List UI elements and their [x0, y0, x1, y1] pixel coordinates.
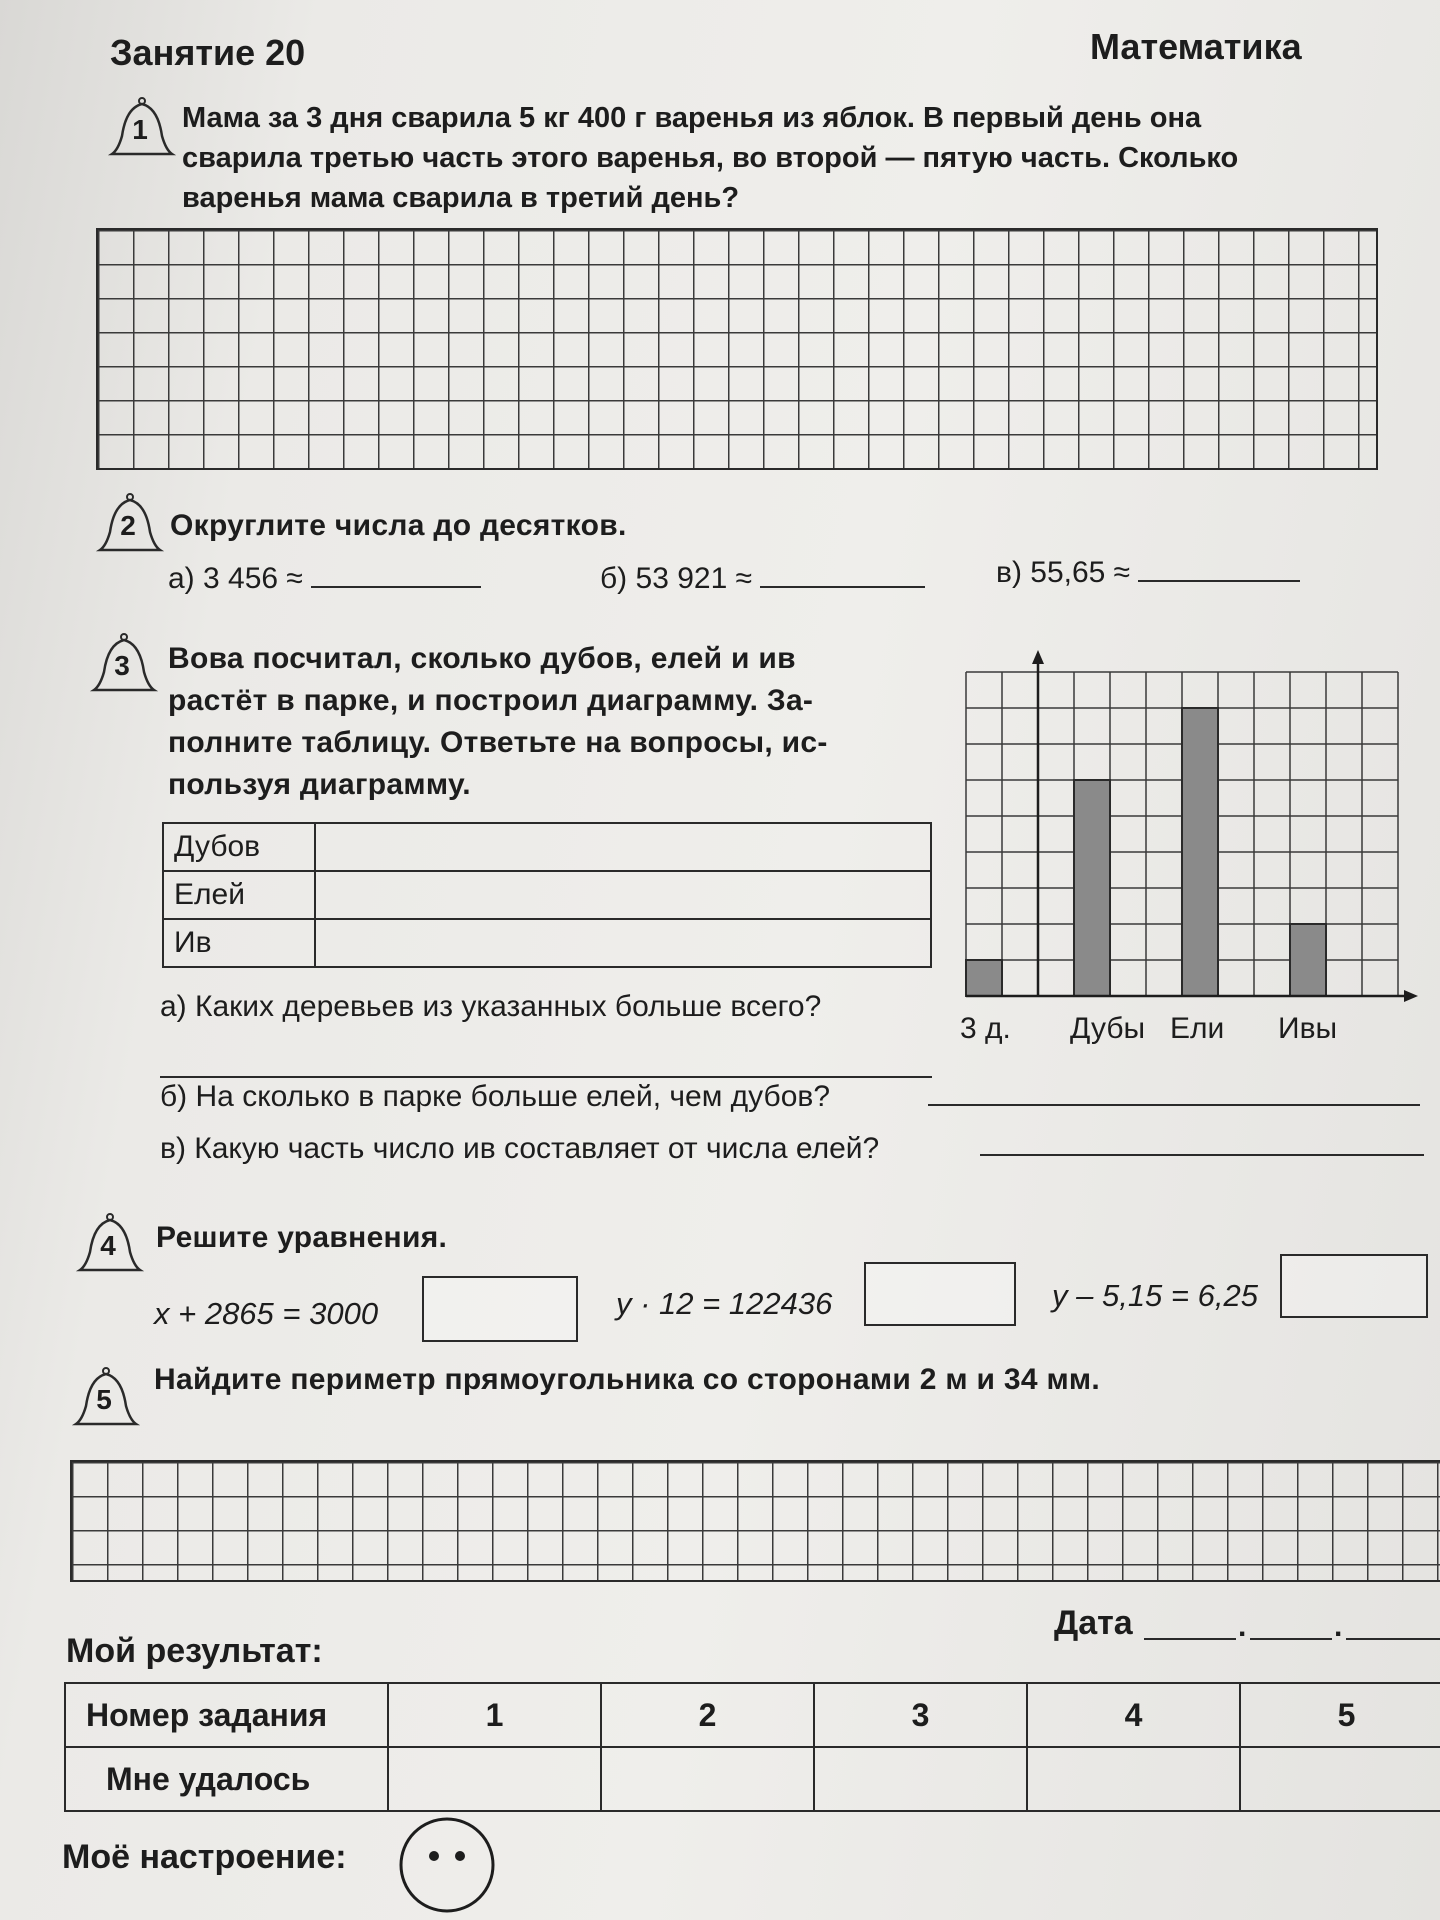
date-separator: . [1238, 1610, 1247, 1643]
task-5-bell-icon [68, 1362, 144, 1438]
result-row-label: Номер задания [65, 1683, 388, 1747]
task-3-answer-c-line[interactable] [980, 1154, 1424, 1156]
task-2-item-c-label: в) 55,65 ≈ [996, 556, 1131, 589]
task-5-answer-grid[interactable] [70, 1460, 1440, 1582]
equation-2-answer-box[interactable] [864, 1262, 1016, 1326]
task-5-number: 5 [96, 1384, 112, 1415]
chart-category-label: 3 д. [960, 1012, 1011, 1045]
task-4-bell-icon [72, 1208, 148, 1284]
result-cell[interactable] [814, 1747, 1027, 1811]
date-day-line[interactable] [1144, 1638, 1236, 1640]
table-row [163, 823, 931, 871]
chart-y-axis-arrow [1032, 650, 1044, 664]
result-task-number: 3 [814, 1683, 1027, 1747]
chart-labels [960, 1012, 1337, 1045]
equation-1-answer-box[interactable] [422, 1276, 578, 1342]
chart-bar [1182, 708, 1218, 996]
equation-1: x + 2865 = 3000 [154, 1296, 379, 1331]
task-2-number: 2 [120, 510, 136, 541]
trees-bar-chart [960, 648, 1420, 1048]
task-2-item-a-blank[interactable] [311, 582, 481, 588]
task-3-question-b: б) На сколько в парке больше елей, чем дубов? [160, 1080, 831, 1113]
task-3-question-a: а) Каких деревьев из указанных больше всего? [160, 990, 822, 1023]
task-3-answer-b-line[interactable] [928, 1104, 1420, 1106]
result-task-number: 4 [1027, 1683, 1240, 1747]
task-2-title: Округлите числа до десятков. [170, 509, 627, 542]
result-cell[interactable] [1027, 1747, 1240, 1811]
task-3-bell-icon [86, 628, 162, 704]
table-cell-answer[interactable] [315, 823, 931, 871]
task-2-item-a-label: а) 3 456 ≈ [168, 562, 303, 595]
result-task-number: 5 [1240, 1683, 1440, 1747]
result-title: Мой результат: [66, 1632, 323, 1670]
task-2-bell-icon [92, 488, 168, 564]
equation-2: y · 12 = 122436 [616, 1286, 833, 1321]
task-2-item-c-blank[interactable] [1138, 576, 1300, 582]
task-1-line-3: варенья мама сварила в третий день? [182, 182, 740, 214]
result-table [64, 1682, 1440, 1812]
lesson-title: Занятие 20 [110, 32, 306, 73]
subject-title: Математика [1090, 26, 1302, 67]
task-2-item-a [168, 562, 481, 596]
date-label: Дата [1054, 1604, 1133, 1642]
task-3-number: 3 [114, 650, 130, 681]
table-cell-answer[interactable] [315, 871, 931, 919]
task-2-item-b-blank[interactable] [760, 582, 925, 588]
date-year-line[interactable] [1346, 1638, 1440, 1640]
task-4-number: 4 [100, 1230, 116, 1261]
task-1-answer-grid[interactable] [96, 228, 1378, 470]
task-1-bell-icon [104, 92, 180, 168]
task-1-line-1: Мама за 3 дня сварила 5 кг 400 г варенья из яблок. В первый день она [182, 102, 1202, 134]
table-row-label: Елей [163, 871, 315, 919]
task-3-table [162, 822, 932, 968]
result-task-number: 1 [388, 1683, 601, 1747]
equation-3: y – 5,15 = 6,25 [1052, 1278, 1258, 1313]
task-2-item-b-label: б) 53 921 ≈ [600, 562, 753, 595]
task-1-number: 1 [132, 114, 148, 145]
chart-category-label: Ели [1170, 1012, 1225, 1045]
result-task-number: 2 [601, 1683, 814, 1747]
result-cell[interactable] [1240, 1747, 1440, 1811]
mood-label: Моё настроение: [62, 1838, 347, 1876]
table-row-label: Ив [163, 919, 315, 967]
result-cell[interactable] [388, 1747, 601, 1811]
task-3-line-3: полните таблицу. Ответьте на вопросы, ис- [168, 726, 828, 759]
task-1-text [182, 98, 1362, 218]
result-row-label: Мне удалось [65, 1747, 388, 1811]
mood-face-icon[interactable] [398, 1816, 496, 1914]
task-3-question-c: в) Какую часть число ив составляет от числа елей? [160, 1132, 880, 1165]
task-1-line-2: сварила третью часть этого варенья, во второй — пятую часть. Сколько [182, 142, 1239, 174]
task-3-answer-a-line[interactable] [160, 1076, 932, 1078]
table-row [163, 871, 931, 919]
table-row [163, 919, 931, 967]
task-3-line-4: пользуя диаграмму. [168, 768, 471, 801]
task-4-title: Решите уравнения. [156, 1221, 448, 1254]
table-row [65, 1683, 1440, 1747]
result-cell[interactable] [601, 1747, 814, 1811]
task-3-text [168, 638, 928, 806]
equation-3-answer-box[interactable] [1280, 1254, 1428, 1318]
date-field[interactable] [1144, 1610, 1440, 1643]
date-month-line[interactable] [1250, 1638, 1332, 1640]
table-cell-answer[interactable] [315, 919, 931, 967]
table-row-label: Дубов [163, 823, 315, 871]
task-3-line-2: растёт в парке, и построил диаграмму. За- [168, 684, 814, 717]
chart-category-label: Дубы [1070, 1012, 1146, 1045]
chart-bar [1074, 780, 1110, 996]
chart-bar [966, 960, 1002, 996]
date-separator: . [1334, 1610, 1343, 1643]
table-row [65, 1747, 1440, 1811]
chart-x-axis-arrow [1404, 990, 1418, 1002]
chart-category-label: Ивы [1278, 1012, 1338, 1045]
chart-bar [1290, 924, 1326, 996]
task-5-title: Найдите периметр прямоугольника со сторонами 2 м и 34 мм. [154, 1363, 1101, 1396]
task-2-item-c [996, 556, 1300, 590]
task-2-item-b [600, 562, 925, 596]
task-3-line-1: Вова посчитал, сколько дубов, елей и ив [168, 642, 796, 675]
